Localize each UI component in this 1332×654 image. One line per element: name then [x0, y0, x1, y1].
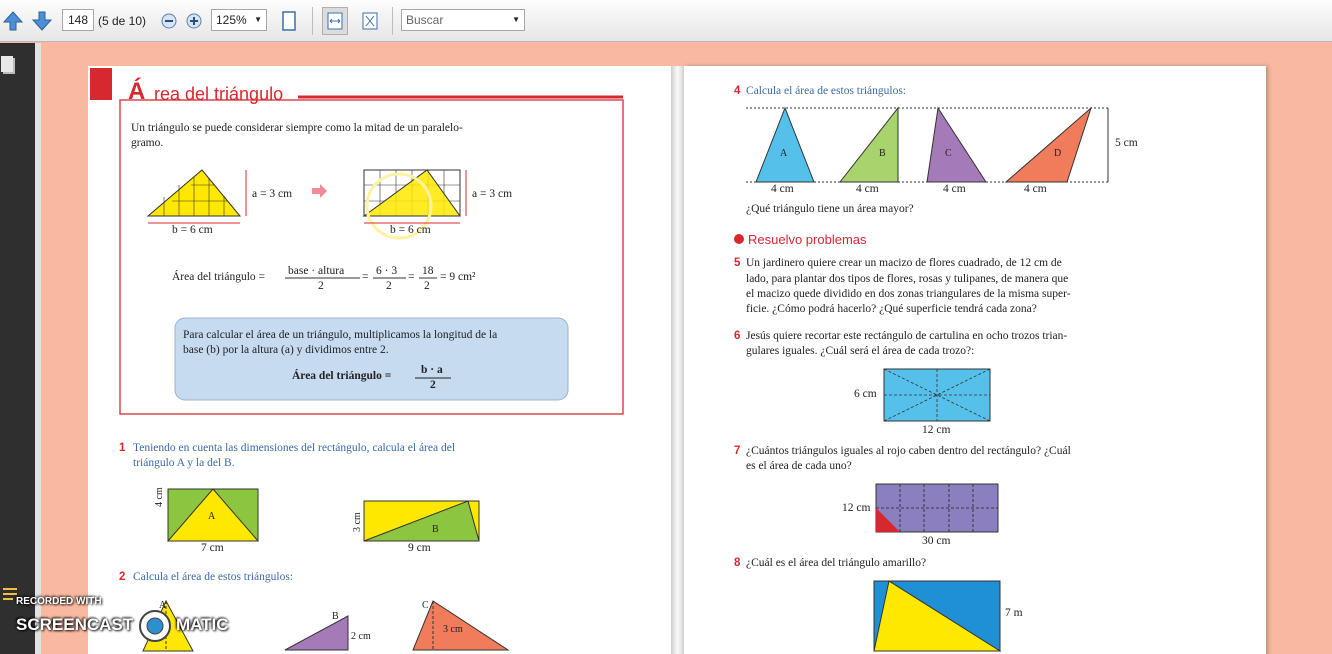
zoom-in-icon: [185, 12, 203, 30]
watermark-matic: MATIC: [176, 615, 229, 634]
exercise-1-line-1: Teniendo en cuenta las dimensiones del rectángulo, calcula el área del: [133, 442, 456, 454]
exercise-6-rectangle: [884, 369, 990, 421]
rule-formula-numerator: b · a: [421, 364, 443, 376]
exercise-2-text: Calcula el área de estos triángulos:: [133, 571, 293, 583]
formula-numerator-2: 6 · 3: [376, 265, 398, 277]
arrow-down-icon: [31, 9, 53, 33]
label-base-2: b = 6 cm: [390, 224, 431, 236]
label-height-1: a = 3 cm: [252, 188, 293, 200]
exercise-1-line-2: triángulo A y la del B.: [133, 457, 235, 469]
formula-denominator-3: 2: [424, 280, 430, 292]
exercise-7-width: 30 cm: [922, 535, 951, 547]
zoom-in-button[interactable]: [184, 9, 204, 33]
zoom-out-icon: [160, 12, 178, 30]
page-icon: [281, 11, 297, 31]
triangle-label-c: C: [945, 148, 952, 159]
page-number-input[interactable]: 148: [62, 9, 94, 31]
rule-text-line-2: base (b) por la altura (a) y dividimos entre 2.: [183, 344, 389, 356]
exercise-7-line-2: es el área de cada uno?: [746, 460, 852, 472]
exercise-4-number: 4: [734, 85, 741, 97]
triangle-label-d: D: [1054, 148, 1062, 159]
title-initial: Á: [128, 78, 146, 105]
exercise-1-number: 1: [119, 442, 126, 454]
exercise-2-label-a: A: [159, 600, 167, 611]
intro-text-line-2: gramo.: [131, 137, 164, 149]
exercise-2-label-b: B: [332, 611, 339, 622]
triangle-label-b: B: [879, 148, 886, 159]
exercise-1-a-height: 4 cm: [154, 487, 165, 507]
fit-page-button[interactable]: [359, 9, 381, 33]
fit-page-icon: [360, 11, 380, 31]
rule-text-line-1: Para calcular el área de un triángulo, multiplicamos la longitud de la: [183, 329, 498, 341]
label-base-1: b = 6 cm: [172, 224, 213, 236]
exercise-4-text: Calcula el área de estos triángulos:: [746, 85, 906, 97]
rule-formula-denominator: 2: [430, 379, 436, 391]
exercise-7-line-1: ¿Cuántos triángulos iguales al rojo caben dentro del rectángulo? ¿Cuál: [746, 445, 1071, 457]
fit-width-button[interactable]: [322, 7, 348, 35]
formula-numerator-1: base · altura: [288, 265, 345, 277]
search-input[interactable]: [401, 9, 525, 31]
formula-equals-1: =: [362, 271, 369, 283]
formula-prefix: Área del triángulo =: [172, 271, 266, 283]
triangle-figure-1: [148, 170, 246, 223]
exercise-5-line-3: el macizo quede dividido en dos zonas triangulares de la misma super-: [746, 288, 1071, 300]
section-title: Resuelvo problemas: [748, 232, 867, 247]
formula-equals-2: =: [408, 271, 415, 283]
exercise-1-b-width: 9 cm: [408, 542, 431, 554]
watermark-screencast: SCREENCAST: [16, 615, 134, 634]
triangle-base-d: 4 cm: [1024, 183, 1047, 195]
exercise-5-line-2: lado, para plantar dos tipos de flores, rosas y tulipanes, de manera que: [746, 273, 1069, 285]
search-placeholder: Buscar: [406, 13, 444, 27]
exercise-2-c-height: 3 cm: [443, 624, 463, 635]
single-page-button[interactable]: [279, 9, 299, 33]
exercise-4-question: ¿Qué triángulo tiene un área mayor?: [746, 203, 914, 215]
triangle-base-b: 4 cm: [856, 183, 879, 195]
right-page: [684, 66, 1266, 654]
triangle-height: 5 cm: [1115, 137, 1138, 149]
label-height-2: a = 3 cm: [472, 188, 513, 200]
exercise-8-text: ¿Cuál es el área del triángulo amarillo?: [746, 557, 927, 569]
exercise-2-number: 2: [119, 571, 126, 583]
screencast-logo-icon: [137, 608, 173, 644]
next-page-button[interactable]: [31, 9, 53, 33]
left-page: [88, 66, 671, 654]
exercise-1-a-label: A: [208, 511, 216, 522]
navigation-panel: [0, 43, 35, 654]
fit-width-icon: [325, 11, 345, 31]
chevron-down-icon: ▼: [254, 15, 262, 24]
exercise-1-b-height: 3 cm: [352, 512, 363, 532]
exercise-6-line-2: gulares iguales. ¿Cuál será el área de cada trozo?:: [746, 345, 975, 357]
exercise-8-number: 8: [734, 557, 741, 569]
exercise-7-rectangle: [876, 484, 998, 532]
formula-numerator-3: 18: [422, 265, 434, 277]
pages-panel-icon[interactable]: [0, 55, 20, 79]
exercise-6-line-1: Jesús quiere recortar este rectángulo de cartulina en ocho trozos trian-: [746, 330, 1068, 342]
exercise-8-rectangle: [874, 581, 1000, 651]
exercise-1-b-label: B: [432, 524, 439, 535]
toolbar: [0, 0, 1332, 42]
exercise-7-number: 7: [734, 445, 741, 457]
formula-denominator-2: 2: [386, 280, 392, 292]
exercise-6-width: 12 cm: [922, 424, 951, 436]
exercise-7-height: 12 cm: [842, 502, 871, 514]
formula-result: = 9 cm²: [440, 271, 476, 283]
exercise-5-line-1: Un jardinero quiere crear un macizo de flores cuadrado, de 12 cm de: [746, 257, 1062, 269]
previous-page-button[interactable]: [2, 9, 24, 33]
book-spine: [671, 66, 684, 654]
intro-text-line-1: Un triángulo se puede considerar siempre como la mitad de un paralelo-: [131, 122, 463, 134]
page-title: rea del triángulo: [154, 84, 284, 104]
exercise-5-number: 5: [734, 257, 741, 269]
exercise-2-b-height: 2 cm: [351, 631, 371, 642]
exercise-6-number: 6: [734, 330, 741, 342]
exercise-6-height: 6 cm: [854, 388, 877, 400]
zoom-out-button[interactable]: [159, 9, 179, 33]
exercise-8-height: 7 m: [1005, 607, 1023, 619]
triangle-base-a: 4 cm: [771, 183, 794, 195]
exercise-2-label-c: C: [422, 600, 429, 611]
exercise-1-figure-b: [364, 501, 479, 541]
triangle-label-a: A: [780, 148, 788, 159]
zoom-select[interactable]: [211, 9, 267, 31]
zoom-value: 125%: [216, 13, 247, 27]
chevron-down-icon: ▼: [512, 15, 520, 24]
arrow-up-icon: [2, 9, 24, 33]
left-page-graphics: [88, 66, 671, 654]
formula-denominator-1: 2: [318, 280, 324, 292]
exercise-5-line-4: ficie. ¿Cómo podrá hacerlo? ¿Qué superficie tendrá cada zona?: [746, 303, 1037, 315]
rule-formula-label: Área del triángulo =: [292, 370, 392, 382]
triangle-base-c: 4 cm: [943, 183, 966, 195]
exercise-1-a-width: 7 cm: [201, 542, 224, 554]
watermark-recorded-with: RECORDED WITH: [16, 596, 102, 607]
page-count: (5 de 10): [98, 14, 147, 28]
